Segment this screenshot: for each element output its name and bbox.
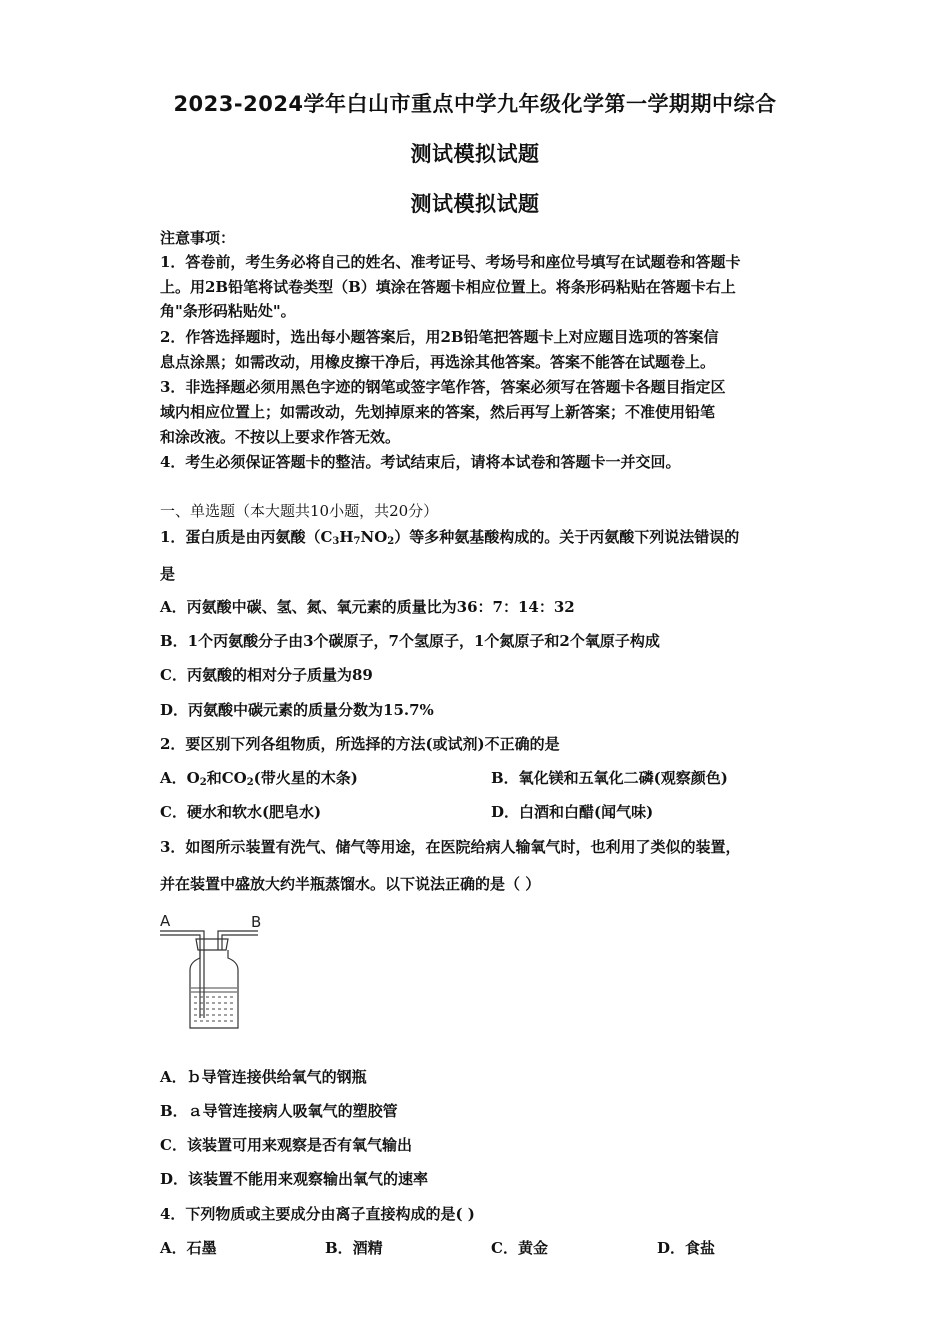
notice-line-1: 1．答卷前，考生务必将自己的姓名、准考证号、考场号和座位号填写在试题卷和答题卡 — [160, 253, 741, 271]
notice-line-7: 域内相应位置上；如需改动，先划掉原来的答案，然后再写上新答案；不准使用铅笔 — [160, 403, 716, 421]
question-3-option-a: A．ｂ导管连接供给氧气的钢瓶 — [160, 1068, 367, 1086]
gas-washing-bottle-diagram — [158, 910, 268, 1035]
question-4-option-b: B．酒精 — [325, 1239, 383, 1257]
exam-title-line2: 测试模拟试题 — [410, 142, 540, 166]
question-1-option-a: A．丙氨酸中碳、氢、氮、氧元素的质量比为36：7：14：32 — [160, 598, 575, 616]
question-2-option-c: C．硬水和软水(肥皂水) — [160, 803, 322, 821]
question-2-option-a: A．$O_2$和$CO_2$(带火星的木条) — [160, 769, 358, 788]
question-1-stem-cont: 是 — [160, 565, 176, 583]
exam-title-line3: 测试模拟试题 — [410, 192, 540, 216]
question-4-option-a: A．石墨 — [160, 1239, 217, 1257]
notice-line-6: 3．非选择题必须用黑色字迹的钢笔或签字笔作答，答案必须写在答题卡各题目指定区 — [160, 378, 726, 396]
question-1-option-d: D．丙氨酸中碳元素的质量分数为15.7% — [160, 701, 434, 719]
notice-line-8: 和涂改液。不按以上要求作答无效。 — [160, 428, 401, 446]
section-heading: 一、单选题（本大题共10小题，共20分） — [160, 502, 439, 520]
notice-line-2: 上。用2B铅笔将试卷类型（B）填涂在答题卡相应位置上。将条形码粘贴在答题卡右上 — [160, 278, 736, 296]
question-1-option-c: C．丙氨酸的相对分子质量为89 — [160, 666, 373, 684]
notice-line-4: 2．作答选择题时，选出每小题答案后，用2B铅笔把答题卡上对应题目选项的答案信 — [160, 328, 719, 346]
question-4-option-d: D．食盐 — [657, 1239, 716, 1257]
exam-title-line1: 2023-2024学年白山市重点中学九年级化学第一学期期中综合 — [173, 92, 777, 116]
question-2-stem: 2．要区别下列各组物质，所选择的方法(或试剂)不正确的是 — [160, 735, 560, 753]
question-2-option-b: B．氧化镁和五氧化二磷(观察颜色) — [491, 769, 728, 787]
question-4-option-c: C．黄金 — [491, 1239, 548, 1257]
question-4-stem: 4．下列物质或主要成分由离子直接构成的是( ) — [160, 1205, 475, 1223]
tube-label-b: B — [251, 913, 262, 931]
tube-label-a: A — [160, 912, 171, 930]
question-1-stem: 1．蛋白质是由丙氨酸$(C_3H_7NO_2)$等多种氨基酸构成的。关于丙氨酸下列说法错误的 — [160, 528, 740, 547]
question-3-option-d: D．该装置不能用来观察输出氧气的速率 — [160, 1170, 429, 1188]
notice-heading: 注意事项： — [160, 229, 236, 247]
question-3-stem: 3．如图所示装置有洗气、储气等用途，在医院给病人输氧气时，也利用了类似的装置， — [160, 838, 741, 856]
notice-line-3: 角"条形码粘贴处"。 — [160, 302, 296, 320]
question-3-stem-cont: 并在装置中盛放大约半瓶蒸馏水。以下说法正确的是（ ） — [160, 875, 541, 893]
question-3-option-c: C．该装置可用来观察是否有氧气输出 — [160, 1136, 412, 1154]
question-2-option-d: D．白酒和白醋(闻气味) — [491, 803, 654, 821]
notice-line-9: 4．考生必须保证答题卡的整洁。考试结束后，请将本试卷和答题卡一并交回。 — [160, 453, 681, 471]
question-1-option-b: B．1个丙氨酸分子由3个碳原子，7个氢原子，1个氮原子和2个氧原子构成 — [160, 632, 660, 650]
gas-washing-bottle-icon — [158, 910, 268, 1035]
question-3-option-b: B．ａ导管连接病人吸氧气的塑胶管 — [160, 1102, 398, 1120]
notice-line-5: 息点涂黑；如需改动，用橡皮擦干净后，再选涂其他答案。答案不能答在试题卷上。 — [160, 353, 716, 371]
